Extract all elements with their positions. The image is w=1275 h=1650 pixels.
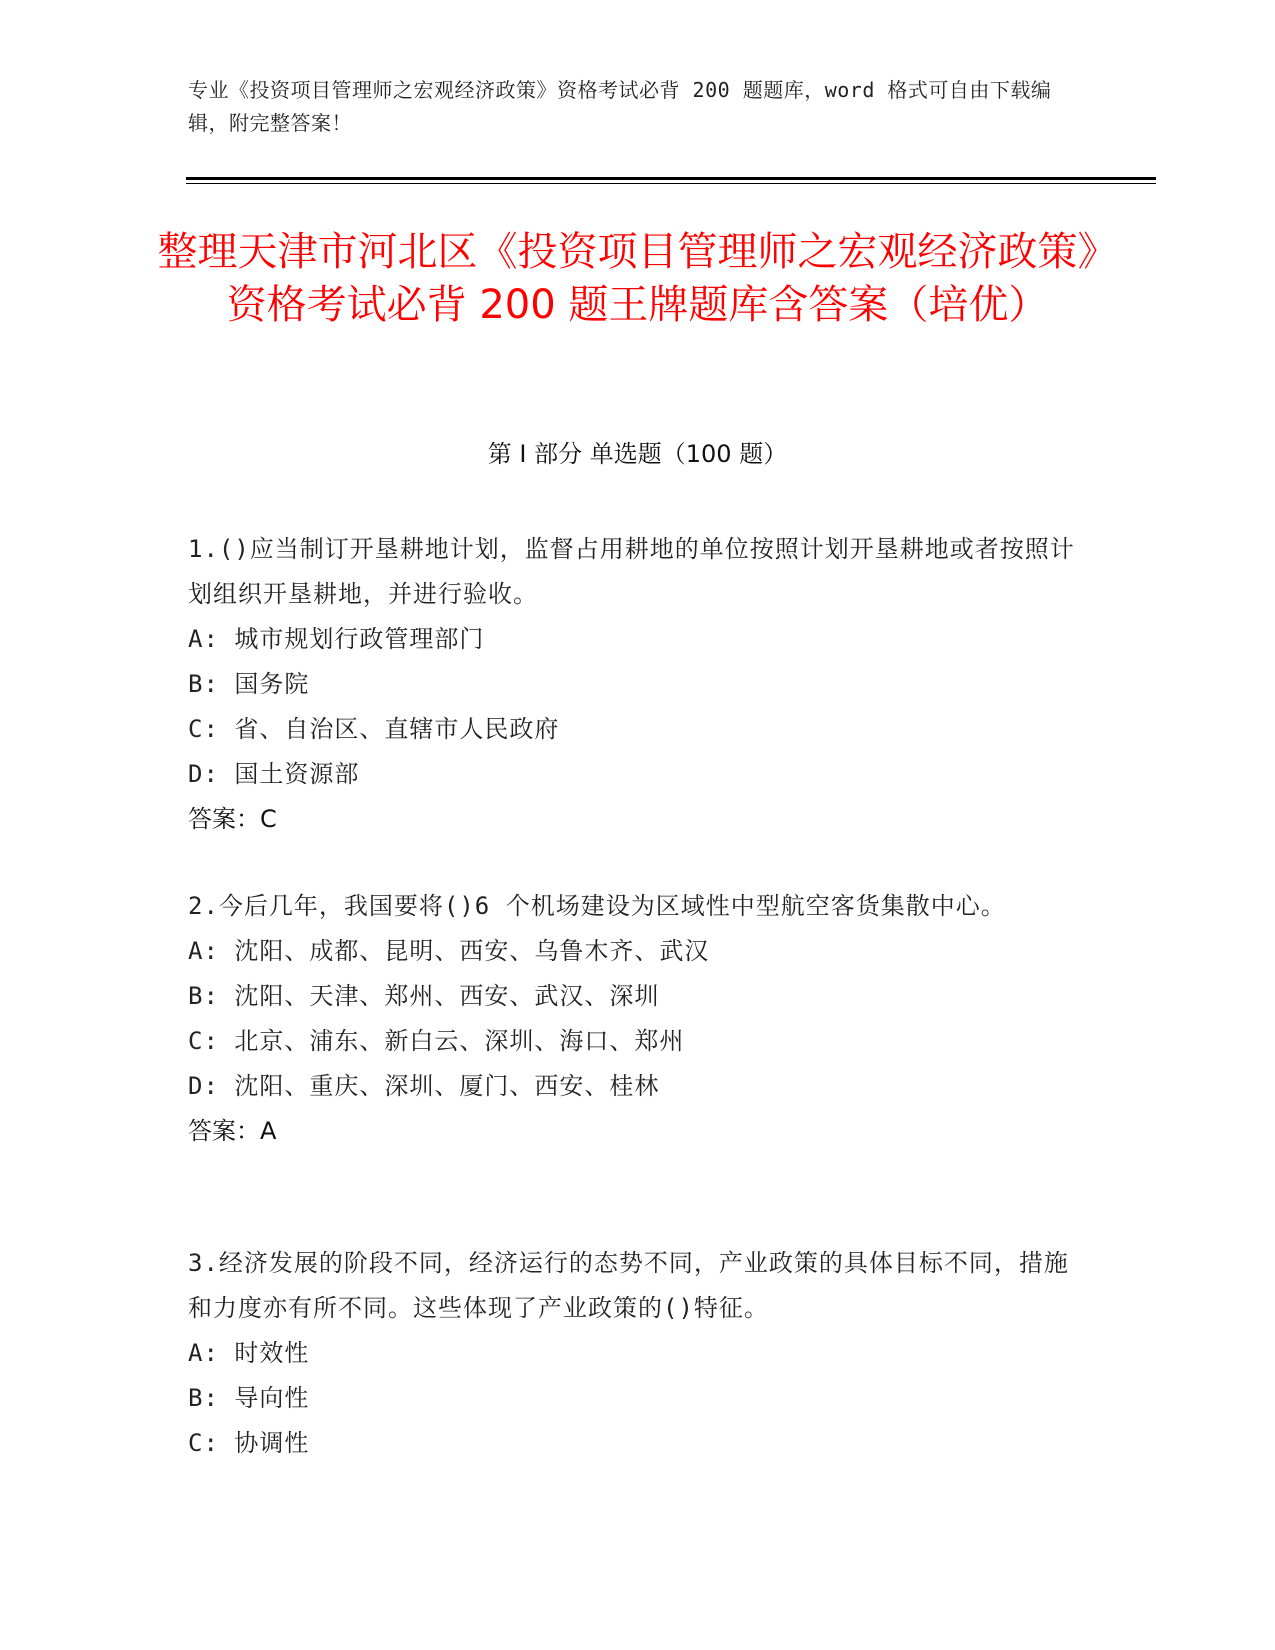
- answer: 答案：C: [188, 805, 277, 833]
- option-d: D: 国土资源部: [188, 760, 360, 788]
- option-c: C: 省、自治区、直辖市人民政府: [188, 715, 560, 743]
- section-title: 第 I 部分 单选题（100 题）: [487, 440, 788, 468]
- question-1: [188, 527, 1088, 842]
- option-a: A: 沈阳、成都、昆明、西安、乌鲁木齐、武汉: [188, 937, 710, 965]
- header-rule-thick: [186, 177, 1156, 180]
- option-d: D: 沈阳、重庆、深圳、厦门、西安、桂林: [188, 1072, 660, 1100]
- option-a: A: 城市规划行政管理部门: [188, 625, 485, 653]
- question-stem: 1.()应当制订开垦耕地计划，监督占用耕地的单位按照计划开垦耕地或者按照计划组织开垦耕地，并进行验收。: [188, 535, 1075, 608]
- option-b: B: 沈阳、天津、郑州、西安、武汉、深圳: [188, 982, 660, 1010]
- question-2: [188, 884, 1088, 1154]
- option-b: B: 导向性: [188, 1384, 310, 1412]
- header-note: 专业《投资项目管理师之宏观经济政策》资格考试必背 200 题题库，word 格式可自由下载编辑，附完整答案！: [188, 78, 1052, 135]
- header-rule-thin: [186, 183, 1156, 184]
- option-b: B: 国务院: [188, 670, 310, 698]
- document-title: 整理天津市河北区《投资项目管理师之宏观经济政策》资格考试必背 200 题王牌题库含答案（培优）: [157, 229, 1118, 328]
- option-c: C: 协调性: [188, 1429, 310, 1457]
- option-a: A: 时效性: [188, 1339, 310, 1367]
- answer: 答案：A: [188, 1117, 277, 1145]
- question-stem: 2.今后几年，我国要将()6 个机场建设为区域性中型航空客货集散中心。: [188, 892, 1006, 920]
- option-c: C: 北京、浦东、新白云、深圳、海口、郑州: [188, 1027, 685, 1055]
- question-3: [188, 1241, 1088, 1466]
- question-stem: 3.经济发展的阶段不同，经济运行的态势不同，产业政策的具体目标不同，措施和力度亦有所不同。这些体现了产业政策的()特征。: [188, 1249, 1069, 1322]
